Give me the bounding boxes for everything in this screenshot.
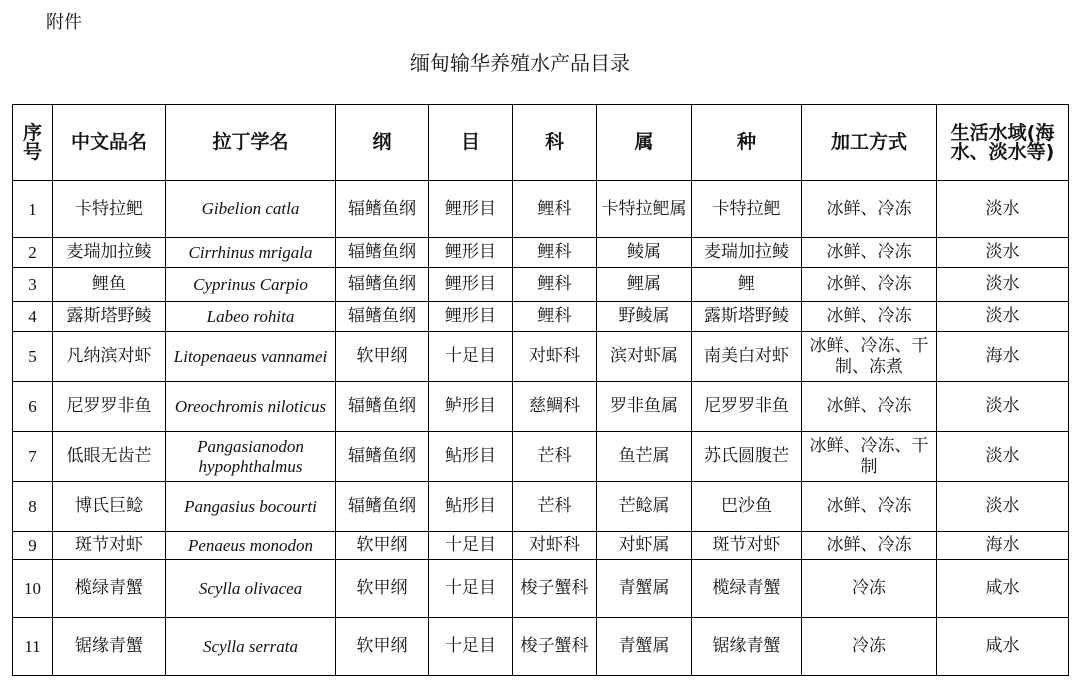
table-row [13, 332, 1069, 382]
table-cell: 10 [13, 560, 53, 618]
header-cell: 纲 [336, 105, 429, 181]
table-row [13, 432, 1069, 482]
table-cell: 尼罗罗非鱼 [53, 382, 166, 432]
table-cell: 冰鲜、冷冻 [802, 238, 937, 268]
table-cell: Litopenaeus vannamei [166, 332, 336, 382]
table-cell: 软甲纲 [336, 560, 429, 618]
table-cell: 冰鲜、冷冻、干制、冻煮 [802, 332, 937, 382]
table-cell: 咸水 [937, 560, 1069, 618]
table-cell: 冰鲜、冷冻 [802, 382, 937, 432]
table-cell: 对虾科 [513, 532, 597, 560]
table-cell: 11 [13, 618, 53, 676]
table-cell: 梭子蟹科 [513, 560, 597, 618]
table-cell: 5 [13, 332, 53, 382]
table-cell: 卡特拉鲃 [53, 181, 166, 238]
table-cell: 鲤科 [513, 238, 597, 268]
table-cell: 冰鲜、冷冻、干制 [802, 432, 937, 482]
table-cell: 辐鳍鱼纲 [336, 238, 429, 268]
table-cell: 露斯塔野鲮 [53, 302, 166, 332]
table-cell: 淡水 [937, 302, 1069, 332]
table-cell: 冷冻 [802, 618, 937, 676]
table-cell: 辐鳍鱼纲 [336, 181, 429, 238]
table-cell: 鲤科 [513, 268, 597, 302]
table-cell: Scylla olivacea [166, 560, 336, 618]
product-catalog-table [12, 104, 1069, 676]
table-cell: 辐鳍鱼纲 [336, 482, 429, 532]
table-cell: 对虾属 [597, 532, 692, 560]
table-cell: 软甲纲 [336, 532, 429, 560]
table-cell: 鲈形目 [429, 382, 513, 432]
table-cell: 芒鲶属 [597, 482, 692, 532]
table-cell: 冰鲜、冷冻 [802, 532, 937, 560]
table-cell: 淡水 [937, 181, 1069, 238]
document-title: 缅甸输华养殖水产品目录 [410, 51, 630, 75]
table-cell: 麦瑞加拉鲮 [692, 238, 802, 268]
table-cell: 鲤属 [597, 268, 692, 302]
table-cell: 鲇形目 [429, 482, 513, 532]
table-row [13, 618, 1069, 676]
table-cell: 凡纳滨对虾 [53, 332, 166, 382]
table-row [13, 382, 1069, 432]
table-cell: 露斯塔野鲮 [692, 302, 802, 332]
table-cell: 辐鳍鱼纲 [336, 432, 429, 482]
table-cell: 鲮属 [597, 238, 692, 268]
table-cell: 芒科 [513, 482, 597, 532]
table-cell: 十足目 [429, 618, 513, 676]
table-cell: 冰鲜、冷冻 [802, 302, 937, 332]
table-cell: 麦瑞加拉鲮 [53, 238, 166, 268]
header-cell: 科 [513, 105, 597, 181]
table-cell: 野鲮属 [597, 302, 692, 332]
table-cell: 鲤 [692, 268, 802, 302]
table-cell: 淡水 [937, 482, 1069, 532]
table-row [13, 302, 1069, 332]
table-cell: 4 [13, 302, 53, 332]
table-cell: 南美白对虾 [692, 332, 802, 382]
table-cell: 青蟹属 [597, 618, 692, 676]
table-cell: 冰鲜、冷冻 [802, 268, 937, 302]
table-cell: 冰鲜、冷冻 [802, 181, 937, 238]
table-row [13, 268, 1069, 302]
table-cell: 十足目 [429, 560, 513, 618]
table-cell: 鱼芒属 [597, 432, 692, 482]
table-cell: 淡水 [937, 268, 1069, 302]
table-cell: 低眼无齿芒 [53, 432, 166, 482]
header-cell: 种 [692, 105, 802, 181]
table-cell: Oreochromis niloticus [166, 382, 336, 432]
table-cell: 软甲纲 [336, 618, 429, 676]
table-cell: 海水 [937, 332, 1069, 382]
table-cell: 9 [13, 532, 53, 560]
attachment-label: 附件 [46, 12, 82, 33]
table-cell: Penaeus monodon [166, 532, 336, 560]
table-cell: 鲤鱼 [53, 268, 166, 302]
table-cell: Gibelion catla [166, 181, 336, 238]
table-cell: Cyprinus Carpio [166, 268, 336, 302]
table-cell: 锯缘青蟹 [692, 618, 802, 676]
table-cell: 斑节对虾 [53, 532, 166, 560]
table-cell: 滨对虾属 [597, 332, 692, 382]
table-cell: Pangasius bocourti [166, 482, 336, 532]
table-cell: 鲤形目 [429, 181, 513, 238]
table-cell: 尼罗罗非鱼 [692, 382, 802, 432]
table-cell: 十足目 [429, 332, 513, 382]
table-cell: Pangasianodon hypophthalmus [166, 432, 336, 482]
table-cell: 苏氏圆腹芒 [692, 432, 802, 482]
table-cell: 鲤科 [513, 181, 597, 238]
table-cell: 7 [13, 432, 53, 482]
table-cell: Labeo rohita [166, 302, 336, 332]
table-cell: 巴沙鱼 [692, 482, 802, 532]
table-cell: 淡水 [937, 382, 1069, 432]
table-row [13, 560, 1069, 618]
table-cell: 卡特拉鲃 [692, 181, 802, 238]
table-cell: 卡特拉鲃属 [597, 181, 692, 238]
table-cell: 辐鳍鱼纲 [336, 268, 429, 302]
table-cell: 8 [13, 482, 53, 532]
table-cell: Cirrhinus mrigala [166, 238, 336, 268]
table-cell: 6 [13, 382, 53, 432]
table-cell: 辐鳍鱼纲 [336, 382, 429, 432]
header-cell: 属 [597, 105, 692, 181]
table-cell: 冰鲜、冷冻 [802, 482, 937, 532]
header-cell: 序号 [13, 105, 53, 181]
table-cell: 海水 [937, 532, 1069, 560]
table-row [13, 181, 1069, 238]
table-cell: Scylla serrata [166, 618, 336, 676]
table-cell: 咸水 [937, 618, 1069, 676]
header-cell: 中文品名 [53, 105, 166, 181]
table-cell: 榄绿青蟹 [53, 560, 166, 618]
header-cell: 加工方式 [802, 105, 937, 181]
header-row [13, 105, 1069, 181]
header-cell: 拉丁学名 [166, 105, 336, 181]
table-cell: 1 [13, 181, 53, 238]
table-cell: 3 [13, 268, 53, 302]
table-cell: 2 [13, 238, 53, 268]
table-cell: 博氏巨鲶 [53, 482, 166, 532]
table-cell: 鲤科 [513, 302, 597, 332]
table-cell: 辐鳍鱼纲 [336, 302, 429, 332]
table-cell: 淡水 [937, 238, 1069, 268]
table-cell: 对虾科 [513, 332, 597, 382]
table-cell: 罗非鱼属 [597, 382, 692, 432]
table-cell: 鲤形目 [429, 302, 513, 332]
table-cell: 软甲纲 [336, 332, 429, 382]
table-cell: 淡水 [937, 432, 1069, 482]
table-cell: 冷冻 [802, 560, 937, 618]
table-cell: 芒科 [513, 432, 597, 482]
table-cell: 榄绿青蟹 [692, 560, 802, 618]
table-cell: 锯缘青蟹 [53, 618, 166, 676]
table-cell: 鲤形目 [429, 238, 513, 268]
table-cell: 青蟹属 [597, 560, 692, 618]
table-row [13, 482, 1069, 532]
table-cell: 慈鲷科 [513, 382, 597, 432]
table-row [13, 532, 1069, 560]
table-row [13, 238, 1069, 268]
header-cell: 目 [429, 105, 513, 181]
table-cell: 鲇形目 [429, 432, 513, 482]
header-cell: 生活水域(海水、淡水等) [937, 105, 1069, 181]
table-cell: 梭子蟹科 [513, 618, 597, 676]
table-cell: 斑节对虾 [692, 532, 802, 560]
table-cell: 十足目 [429, 532, 513, 560]
table-cell: 鲤形目 [429, 268, 513, 302]
